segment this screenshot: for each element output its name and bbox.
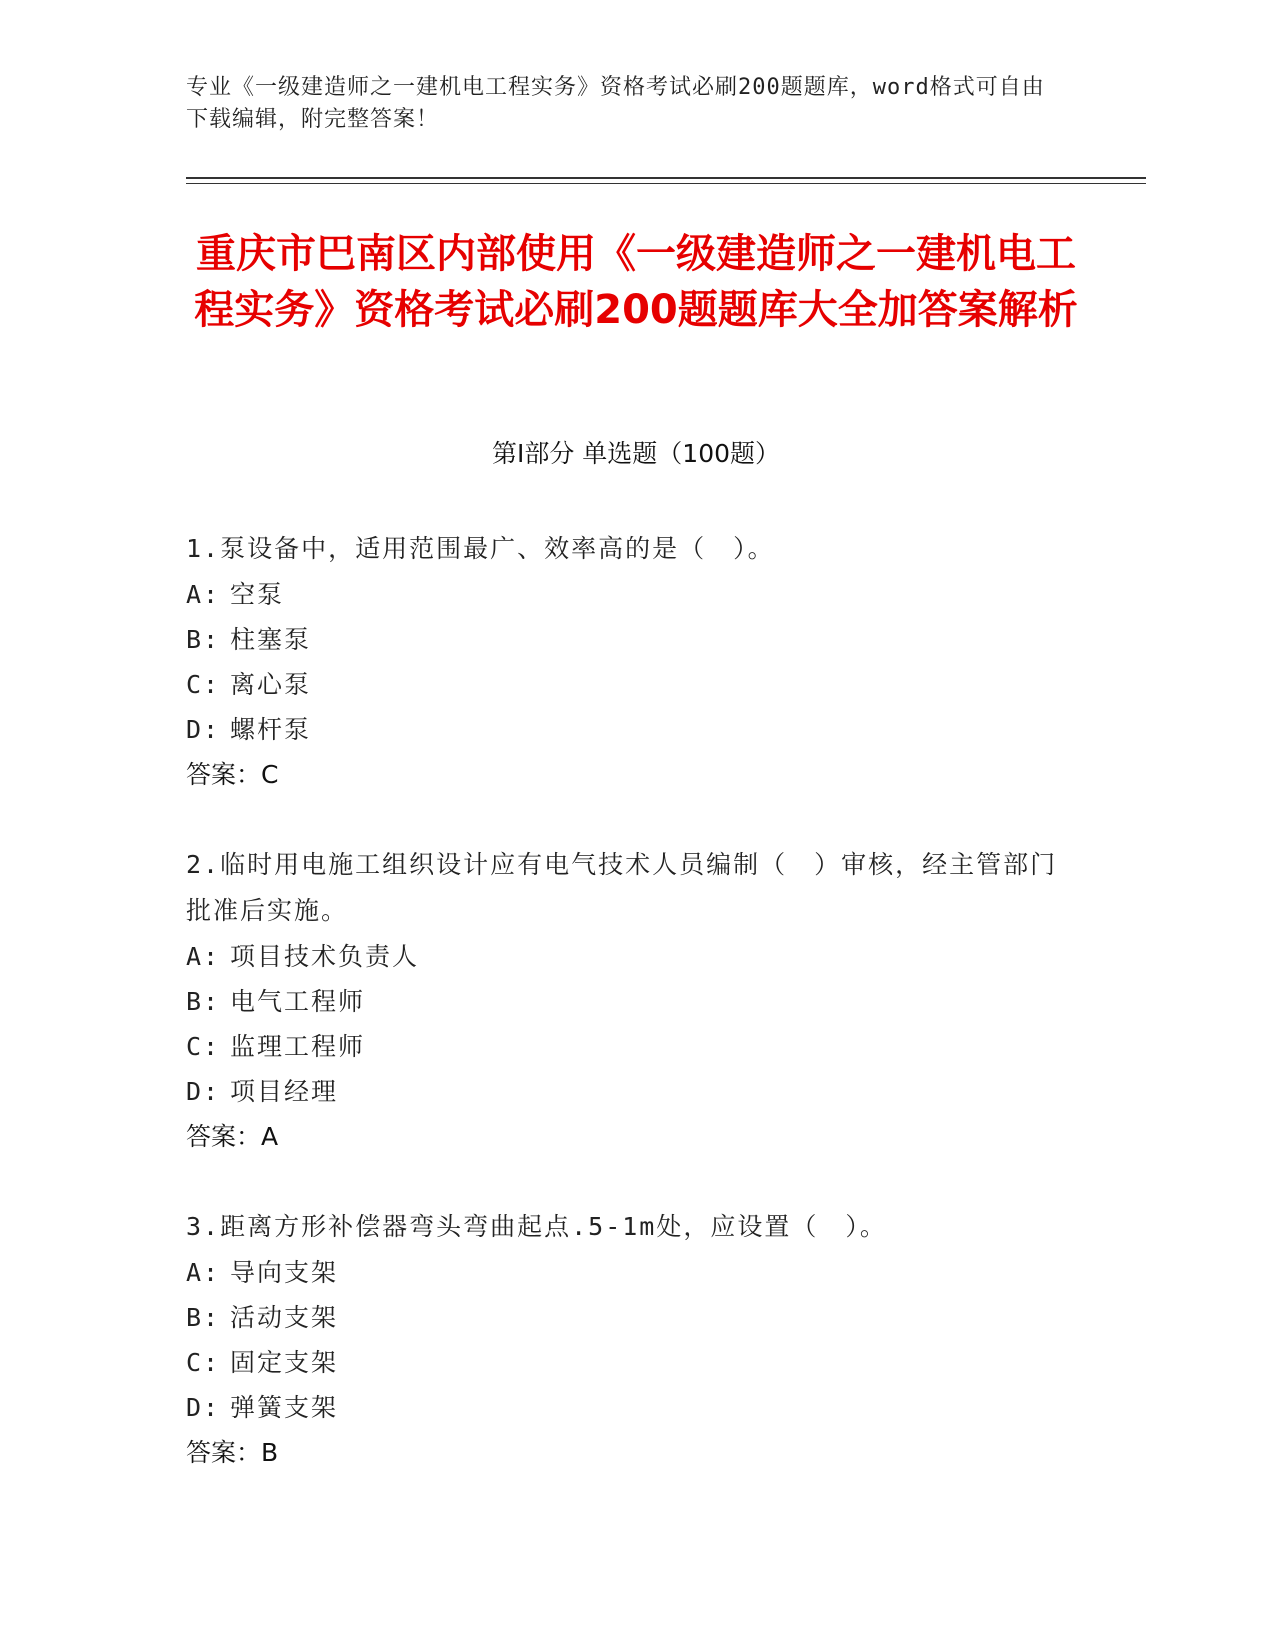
option-key: A: xyxy=(186,1258,221,1287)
option-text: 螺杆泵 xyxy=(230,715,312,744)
option-key: C: xyxy=(186,1348,221,1377)
option-key: C: xyxy=(186,1032,221,1061)
option-text: 项目经理 xyxy=(230,1077,339,1106)
option-b xyxy=(186,617,1066,662)
option-text: 电气工程师 xyxy=(230,987,366,1016)
option-a xyxy=(186,1250,1066,1295)
option-a xyxy=(186,934,1066,979)
question-stem: 3.距离方形补偿器弯头弯曲起点.5-1m处，应设置（ ）。 xyxy=(186,1212,887,1241)
option-text: 导向支架 xyxy=(230,1258,339,1287)
document-title: 重庆市巴南区内部使用《一级建造师之一建机电工程实务》资格考试必刷200题题库大全加答案解析 xyxy=(194,231,1078,333)
option-text: 离心泵 xyxy=(230,670,312,699)
option-a xyxy=(186,572,1066,617)
question-stem: 1.泵设备中，适用范围最广、效率高的是（ ）。 xyxy=(186,534,775,563)
answer-line: 答案：C xyxy=(186,760,279,789)
option-text: 固定支架 xyxy=(230,1348,339,1377)
option-text: 项目技术负责人 xyxy=(230,942,420,971)
section-title: 第I部分 单选题（100题） xyxy=(491,439,781,468)
option-key: D: xyxy=(186,1393,221,1422)
option-b xyxy=(186,979,1066,1024)
option-key: B: xyxy=(186,1303,221,1332)
answer-line: 答案：B xyxy=(186,1438,279,1467)
question-3 xyxy=(186,1204,1066,1476)
option-text: 空泵 xyxy=(230,580,285,609)
question-1 xyxy=(186,526,1066,798)
option-text: 柱塞泵 xyxy=(230,625,312,654)
question-list xyxy=(186,526,1066,1520)
option-c xyxy=(186,1340,1066,1385)
option-d xyxy=(186,707,1066,752)
answer-line: 答案：A xyxy=(186,1122,279,1151)
option-d xyxy=(186,1385,1066,1430)
question-stem: 2.临时用电施工组织设计应有电气技术人员编制（ ）审核，经主管部门批准后实施。 xyxy=(186,850,1058,925)
header-divider-thin xyxy=(186,183,1146,184)
option-text: 弹簧支架 xyxy=(230,1393,339,1422)
question-2 xyxy=(186,842,1066,1160)
option-key: C: xyxy=(186,670,221,699)
option-d xyxy=(186,1069,1066,1114)
option-key: A: xyxy=(186,942,221,971)
option-key: B: xyxy=(186,987,221,1016)
option-key: D: xyxy=(186,715,221,744)
option-key: D: xyxy=(186,1077,221,1106)
option-text: 监理工程师 xyxy=(230,1032,366,1061)
option-key: A: xyxy=(186,580,221,609)
option-key: B: xyxy=(186,625,221,654)
header-note: 专业《一级建造师之一建机电工程实务》资格考试必刷200题题库，word格式可自由下载编辑，附完整答案！ xyxy=(186,75,1045,132)
option-text: 活动支架 xyxy=(230,1303,339,1332)
header-divider xyxy=(186,177,1146,179)
option-c xyxy=(186,662,1066,707)
option-c xyxy=(186,1024,1066,1069)
option-b xyxy=(186,1295,1066,1340)
